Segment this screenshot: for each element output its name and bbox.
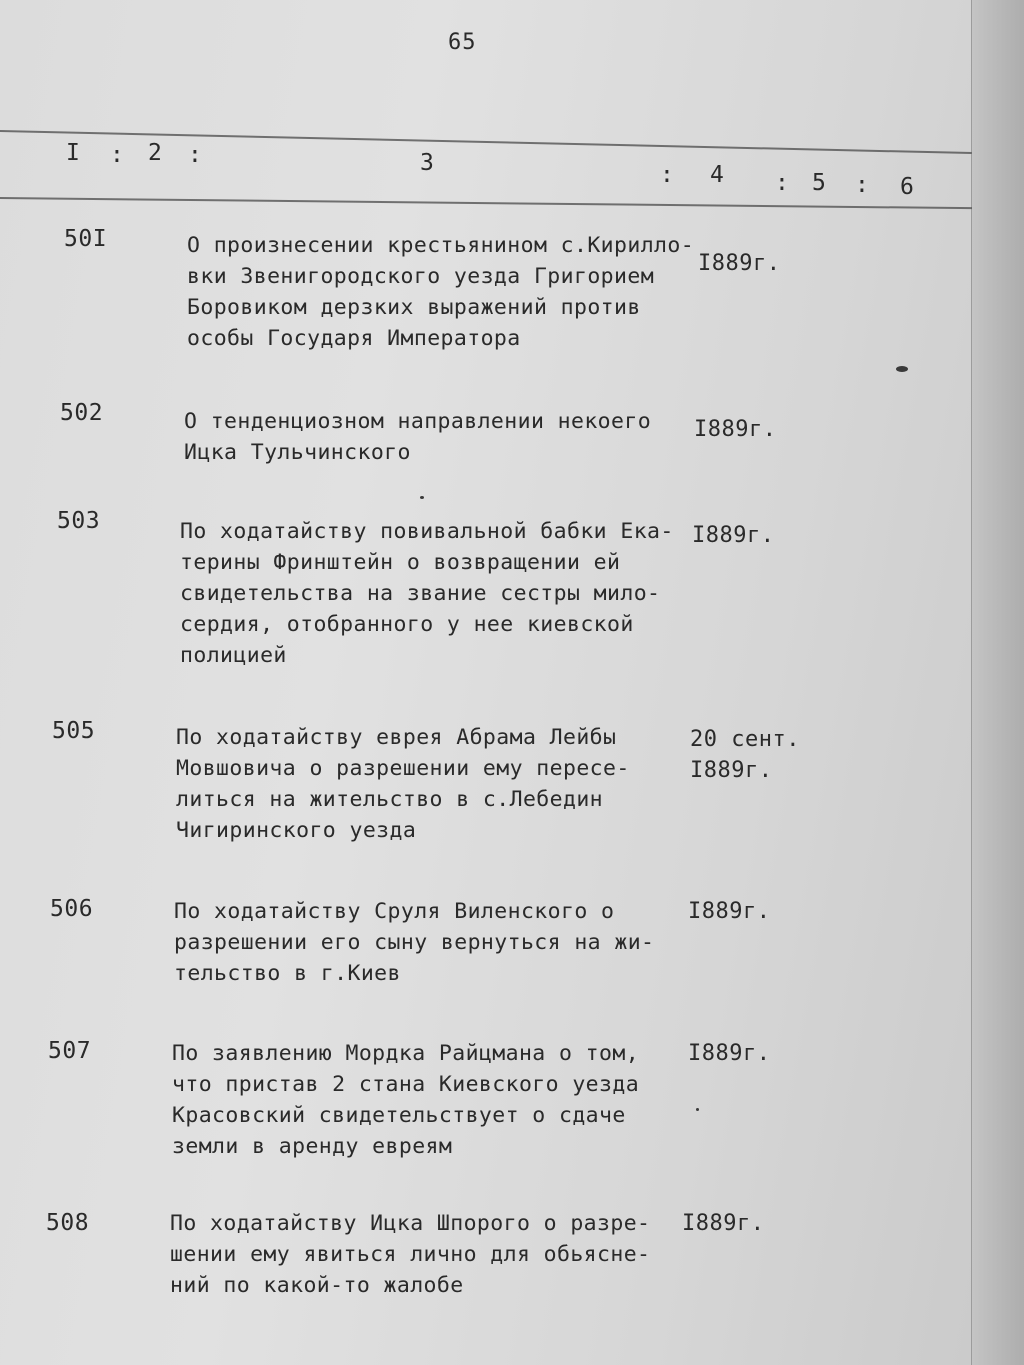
column-header-3: 3: [420, 150, 434, 176]
column-separator: :: [188, 142, 202, 168]
column-separator: :: [855, 172, 869, 198]
entry-title: О произнесении крестьянином с.Кирилло- вки Звенигородского уезда Григорием Боровиком дерзких выражений против особы Государя Императора: [187, 233, 695, 351]
entry-date: 20 сент. I889г.: [690, 727, 800, 783]
page-edge: [971, 0, 1024, 1365]
entry-date: I889г.: [694, 417, 777, 442]
entry-date: I889г.: [692, 523, 775, 548]
entry-number: 503: [57, 508, 101, 534]
paper-speck: [696, 1108, 699, 1111]
entry-date: I889г.: [698, 251, 781, 276]
entry-number: 505: [52, 718, 96, 744]
entry-title: По ходатайству повивальной бабки Ека- терины Фринштейн о возвращении ей свидетельства на звание сестры мило- сердия, отобранного у нее киевской полицией: [180, 519, 674, 668]
entry-title: По ходатайству Сруля Виленского о разрешении его сыну вернуться на жи- тельство в г.Киев: [174, 899, 655, 986]
entry-title: По заявлению Мордка Райцмана о том, что пристав 2 стана Киевского уезда Красовский свидетельствует о сдаче земли в аренду евреям: [172, 1041, 640, 1159]
entry-title: По ходатайству Ицка Шпорого о разре- шении ему явиться лично для обьясне- ний по какой-то жалобе: [170, 1211, 651, 1298]
entry-number: 502: [60, 400, 104, 426]
entry-date: I889г.: [688, 899, 771, 924]
paper-speck: [420, 496, 424, 499]
column-header-2: 2: [148, 140, 162, 166]
column-header-4: 4: [710, 162, 724, 188]
entry-number: 50I: [64, 226, 108, 252]
column-separator: :: [775, 170, 789, 196]
column-header-6: 6: [900, 174, 914, 200]
entry-title: По ходатайству еврея Абрама Лейбы Мовшовича о разрешении ему пересе- литься на жительство в с.Лебедин Чигиринского уезда: [176, 725, 630, 843]
column-separator: :: [660, 162, 674, 188]
page-number: 65: [448, 30, 477, 55]
entry-date: I889г.: [688, 1041, 771, 1066]
entry-date: I889г.: [682, 1211, 765, 1236]
paper-speck: [896, 366, 908, 372]
header-top-rule: [0, 130, 972, 154]
entry-title: О тенденциозном направлении некоего Ицка Тульчинского: [184, 409, 652, 465]
header-bottom-rule: [0, 197, 972, 209]
entry-number: 506: [50, 896, 94, 922]
column-header-1: I: [66, 140, 80, 166]
entry-number: 507: [48, 1038, 92, 1064]
column-separator: :: [110, 142, 124, 168]
column-header-5: 5: [812, 170, 826, 196]
entry-number: 508: [46, 1210, 90, 1236]
